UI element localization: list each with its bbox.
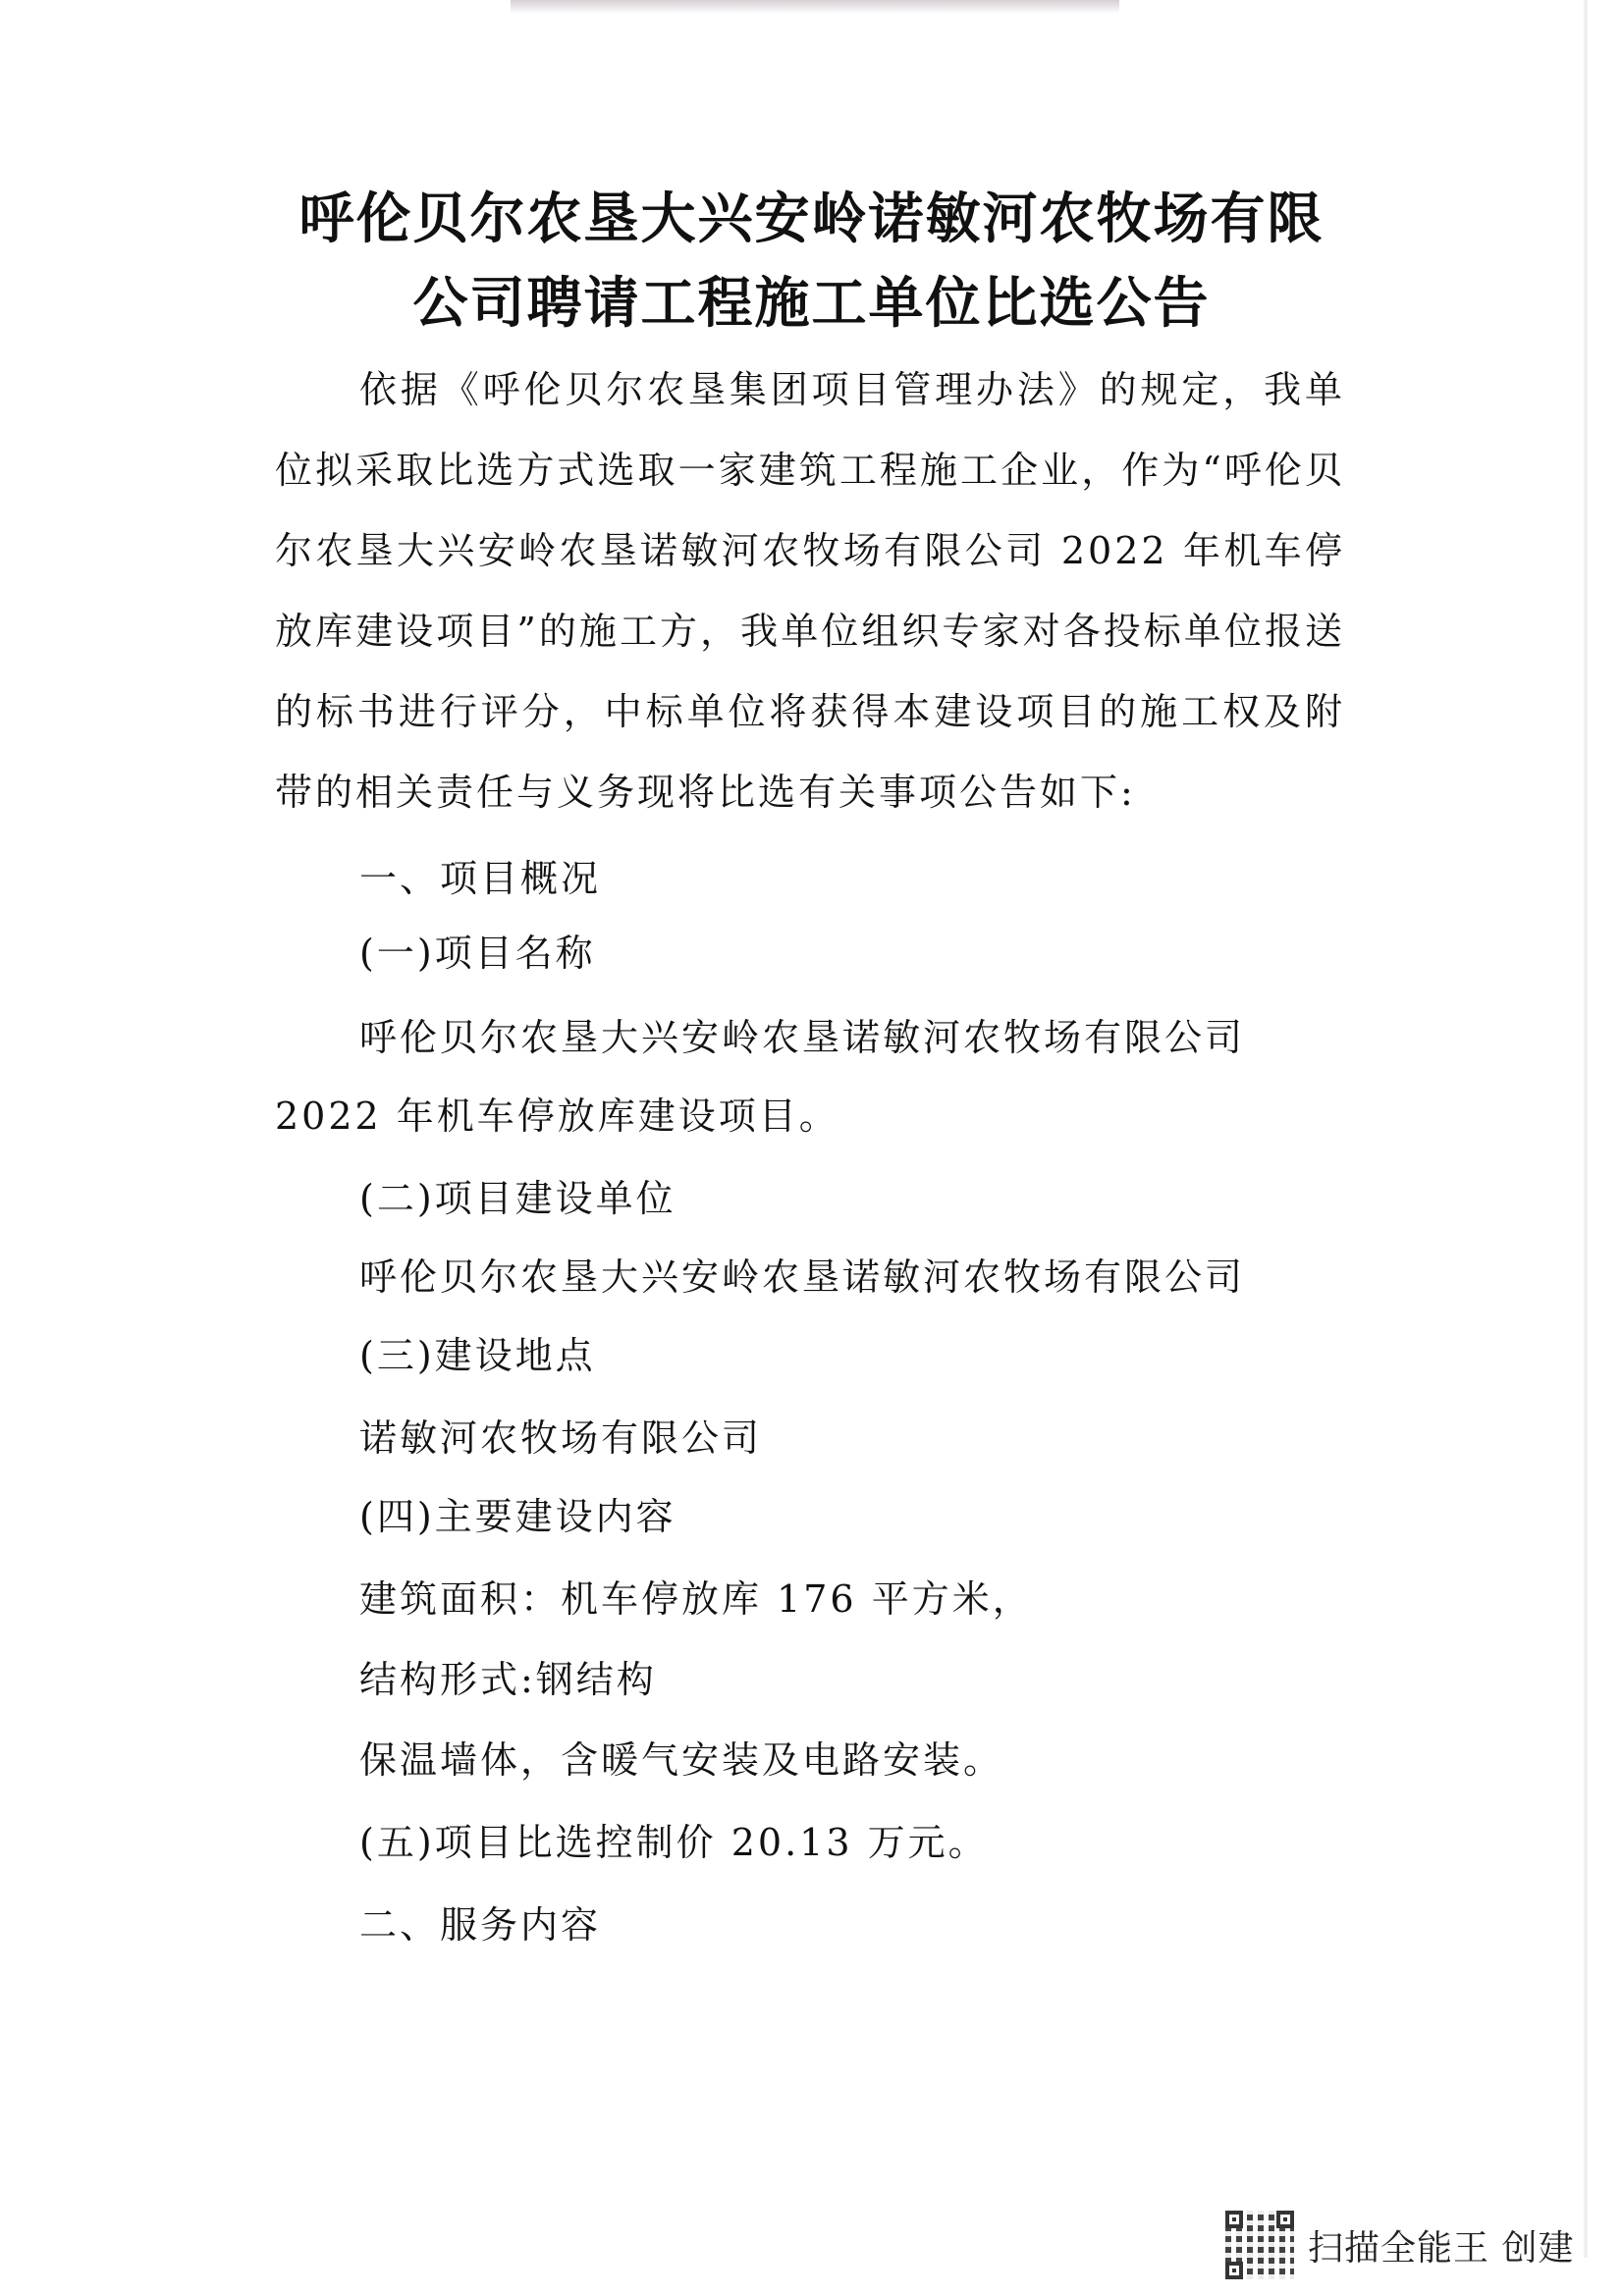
scan-edge-shadow xyxy=(511,0,1119,14)
qr-code-icon xyxy=(1225,2211,1294,2279)
section-2-heading: 二、服务内容 xyxy=(359,1903,602,1947)
item-1-line-2: 2022 年机车停放库建设项目。 xyxy=(275,1095,839,1138)
item-3-heading: (三)建设地点 xyxy=(359,1334,596,1377)
item-1-heading: (一)项目名称 xyxy=(359,932,596,975)
watermark-text: 扫描全能王 创建 xyxy=(1308,2227,1575,2269)
scanner-watermark xyxy=(1225,2211,1574,2279)
item-4-heading: (四)主要建设内容 xyxy=(359,1495,676,1538)
document-title xyxy=(0,177,1623,346)
item-4-area: 建筑面积：机车停放库 176 平方米， xyxy=(359,1577,1033,1621)
item-1-line-1: 呼伦贝尔农垦大兴安岭农垦诺敏河农牧场有限公司 xyxy=(359,1016,1246,1059)
item-2-value: 呼伦贝尔农垦大兴安岭农垦诺敏河农牧场有限公司 xyxy=(359,1255,1246,1299)
item-4-structure: 结构形式:钢结构 xyxy=(359,1658,657,1701)
intro-paragraph: 依据《呼伦贝尔农垦集团项目管理办法》的规定，我单位拟采取比选方式选取一家建筑工程施工企业，作为“呼伦贝尔农垦大兴安岭农垦诺敏河农牧场有限公司 2022 年机车停放库建设项目”的施工方，我单位组织专家对各投标单位报送的标书进行评分，中标单位将获得本建设项目的施工权及附带的相关责任与义务现将比选有关事项公告如下: xyxy=(275,368,1345,814)
item-5: (五)项目比选控制价 20.13 万元。 xyxy=(359,1821,989,1864)
item-4-misc: 保温墙体，含暖气安装及电路安装。 xyxy=(359,1738,1004,1782)
item-3-value: 诺敏河农牧场有限公司 xyxy=(359,1416,763,1460)
item-2-heading: (二)项目建设单位 xyxy=(359,1177,676,1220)
title-line-2: 公司聘请工程施工单位比选公告 xyxy=(412,271,1211,336)
title-line-1: 呼伦贝尔农垦大兴安岭诺敏河农牧场有限 xyxy=(298,187,1325,251)
section-1-heading: 一、项目概况 xyxy=(359,857,602,900)
